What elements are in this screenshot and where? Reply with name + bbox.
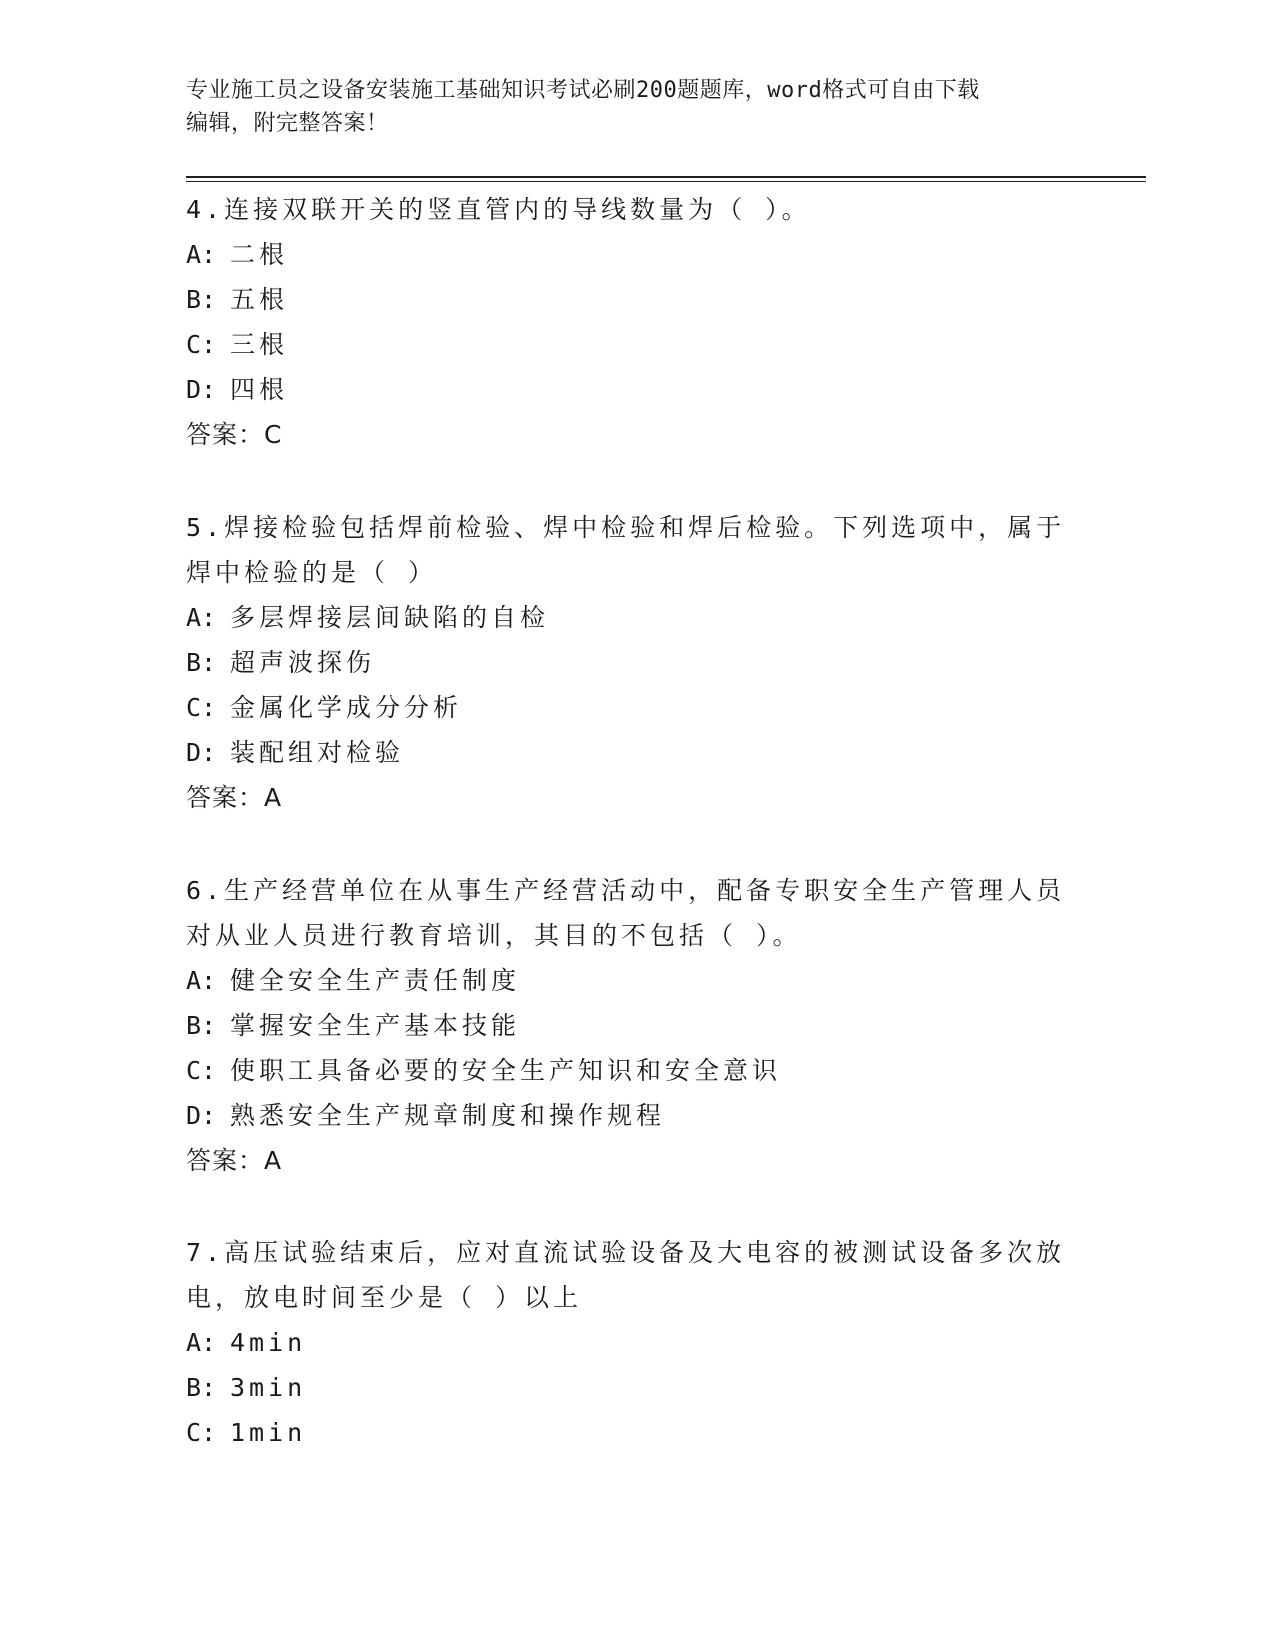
option-letter: D: — [186, 1101, 217, 1130]
option-a — [186, 958, 1066, 1003]
option-d — [186, 1093, 1066, 1138]
question-6 — [186, 868, 1066, 1183]
question-text: 焊中检验的是（ ） — [186, 558, 438, 587]
option-a — [186, 595, 1066, 640]
option-letter: A: — [186, 603, 217, 632]
option-text: 三根 — [230, 330, 289, 359]
option-text: 四根 — [230, 375, 289, 404]
option-text: 多层焊接层间缺陷的自检 — [230, 603, 550, 632]
answer: 答案：A — [186, 783, 283, 812]
option-text: 装配组对检验 — [230, 738, 405, 767]
option-c — [186, 322, 1066, 367]
question-text: 电，放电时间至少是（ ）以上 — [186, 1283, 583, 1312]
option-b — [186, 640, 1066, 685]
header-divider-thick — [186, 176, 1146, 178]
option-c — [186, 685, 1066, 730]
question-text: 4.连接双联开关的竖直管内的导线数量为（ ）。 — [186, 195, 811, 224]
option-c — [186, 1410, 1066, 1455]
option-letter: B: — [186, 1373, 217, 1402]
option-text: 二根 — [230, 240, 289, 269]
option-text: 1min — [230, 1418, 307, 1447]
option-text: 4min — [230, 1328, 307, 1357]
option-d — [186, 730, 1066, 775]
option-letter: B: — [186, 648, 217, 677]
question-text: 5.焊接检验包括焊前检验、焊中检验和焊后检验。下列选项中，属于 — [186, 513, 1066, 542]
option-letter: D: — [186, 738, 217, 767]
question-5 — [186, 505, 1066, 820]
header-line-2: 编辑，附完整答案！ — [186, 111, 389, 136]
option-d — [186, 367, 1066, 412]
option-text: 熟悉安全生产规章制度和操作规程 — [230, 1101, 666, 1130]
option-a — [186, 232, 1066, 277]
option-letter: D: — [186, 375, 217, 404]
option-letter: C: — [186, 1418, 217, 1447]
option-b — [186, 277, 1066, 322]
header-line-1: 专业施工员之设备安装施工基础知识考试必刷200题题库，word格式可自由下载 — [186, 78, 980, 103]
option-letter: A: — [186, 966, 217, 995]
question-4 — [186, 187, 1066, 457]
option-text: 健全安全生产责任制度 — [230, 966, 521, 995]
option-a — [186, 1320, 1066, 1365]
option-b — [186, 1003, 1066, 1048]
option-letter: A: — [186, 240, 217, 269]
answer: 答案：C — [186, 420, 283, 449]
document-header — [186, 74, 1066, 140]
option-letter: A: — [186, 1328, 217, 1357]
option-letter: B: — [186, 1011, 217, 1040]
question-text: 7.高压试验结束后，应对直流试验设备及大电容的被测试设备多次放 — [186, 1238, 1066, 1267]
option-text: 超声波探伤 — [230, 648, 376, 677]
option-text: 五根 — [230, 285, 289, 314]
question-text: 6.生产经营单位在从事生产经营活动中，配备专职安全生产管理人员 — [186, 876, 1066, 905]
option-letter: B: — [186, 285, 217, 314]
option-letter: C: — [186, 693, 217, 722]
question-7 — [186, 1230, 1066, 1455]
header-divider-thin — [186, 181, 1146, 182]
option-text: 3min — [230, 1373, 307, 1402]
question-text: 对从业人员进行教育培训，其目的不包括（ ）。 — [186, 921, 802, 950]
option-letter: C: — [186, 1056, 217, 1085]
option-b — [186, 1365, 1066, 1410]
option-text: 使职工具备必要的安全生产知识和安全意识 — [230, 1056, 782, 1085]
option-text: 金属化学成分分析 — [230, 693, 463, 722]
answer: 答案：A — [186, 1146, 283, 1175]
option-letter: C: — [186, 330, 217, 359]
option-text: 掌握安全生产基本技能 — [230, 1011, 521, 1040]
option-c — [186, 1048, 1066, 1093]
